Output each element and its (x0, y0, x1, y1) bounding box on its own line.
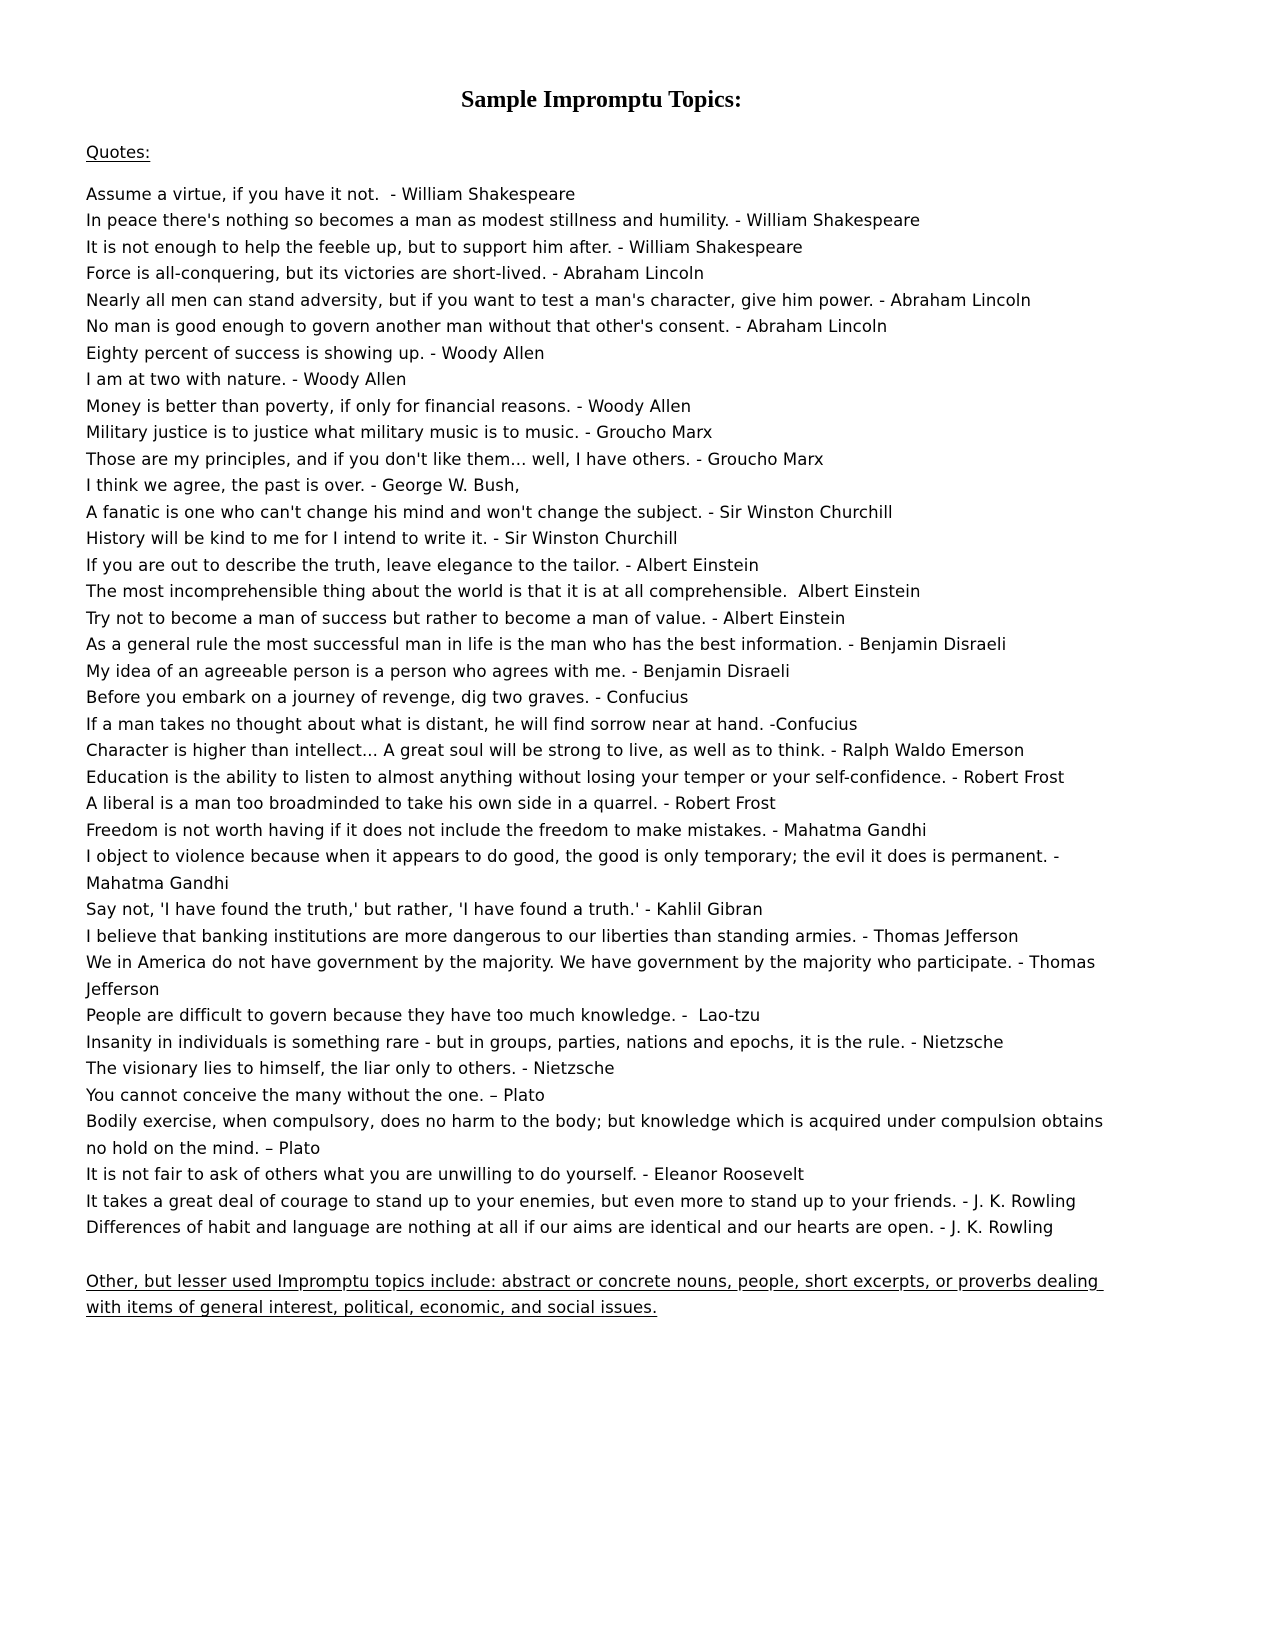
quote-line: A fanatic is one who can't change his mind and won't change the subject. - Sir Winston Churchill (86, 502, 893, 522)
quote-line: Assume a virtue, if you have it not. - William Shakespeare (86, 184, 576, 204)
quote-line: I believe that banking institutions are more dangerous to our liberties than standing armies. - Thomas Jefferson (86, 926, 1019, 946)
quote-line: Bodily exercise, when compulsory, does no harm to the body; but knowledge which is acquired under compulsion obtains no hold on the mind. – Plato (86, 1112, 1109, 1158)
quote-line: I am at two with nature. - Woody Allen (86, 370, 407, 389)
quote-line: Differences of habit and language are nothing at all if our aims are identical and our hearts are open. - J. K. Rowling (86, 1218, 1054, 1237)
quote-line: If a man takes no thought about what is distant, he will find sorrow near at hand. -Confucius (86, 714, 858, 734)
quote-line: Nearly all men can stand adversity, but if you want to test a man's character, give him power. - Abraham Lincoln (86, 290, 1032, 310)
quote-line: Those are my principles, and if you don't like them... well, I have others. - Groucho Marx (86, 449, 824, 469)
quote-line: I object to violence because when it appears to do good, the good is only temporary; the evil it does is permanent. - Mahatma Gandhi (86, 847, 1065, 893)
page-title: Sample Impromptu Topics: (461, 87, 742, 113)
quote-line: It is not enough to help the feeble up, but to support him after. - William Shakespeare (86, 237, 803, 257)
quote-line: Force is all-conquering, but its victories are short-lived. - Abraham Lincoln (86, 264, 705, 283)
quote-line: Character is higher than intellect... A great soul will be strong to live, as well as to think. - Ralph Waldo Emerson (86, 741, 1025, 760)
quote-line: Insanity in individuals is something rare - but in groups, parties, nations and epochs, it is the rule. - Nietzsche (86, 1032, 1004, 1052)
quote-line: If you are out to describe the truth, leave elegance to the tailor. - Albert Einstein (86, 555, 760, 575)
quotes-list (86, 182, 1117, 1242)
quote-line: In peace there's nothing so becomes a man as modest stillness and humility. - William Shakespeare (86, 211, 921, 230)
document-page (86, 0, 1117, 1322)
quotes-heading: Quotes: (86, 143, 151, 162)
quote-line: People are difficult to govern because they have too much knowledge. - Lao-tzu (86, 1006, 761, 1025)
quote-line: Money is better than poverty, if only for financial reasons. - Woody Allen (86, 396, 692, 416)
quote-line: Before you embark on a journey of revenge, dig two graves. - Confucius (86, 688, 689, 707)
quote-line: Education is the ability to listen to almost anything without losing your temper or your self-confidence. - Robert Frost (86, 767, 1065, 787)
quote-line: My idea of an agreeable person is a person who agrees with me. - Benjamin Disraeli (86, 661, 790, 681)
quote-line: Say not, 'I have found the truth,' but rather, 'I have found a truth.' - Kahlil Gibran (86, 900, 763, 919)
quote-line: Try not to become a man of success but rather to become a man of value. - Albert Einstein (86, 608, 846, 628)
quote-line: Military justice is to justice what military music is to music. - Groucho Marx (86, 423, 713, 442)
footer-note: Other, but lesser used Impromptu topics include: abstract or concrete nouns, people, short excerpts, or proverbs dealing with items of general interest, political, economic, and social issues. (86, 1271, 1104, 1317)
quote-line: The visionary lies to himself, the liar only to others. - Nietzsche (86, 1059, 615, 1078)
quote-line: History will be kind to me for I intend to write it. - Sir Winston Churchill (86, 529, 678, 548)
quote-line: As a general rule the most successful man in life is the man who has the best information. - Benjamin Disraeli (86, 635, 1007, 654)
quote-line: You cannot conceive the many without the one. – Plato (86, 1085, 545, 1105)
quote-line: I think we agree, the past is over. - George W. Bush, (86, 476, 520, 495)
quote-line: It takes a great deal of courage to stand up to your enemies, but even more to stand up to your friends. - J. K. Rowling (86, 1191, 1077, 1211)
quote-line: Freedom is not worth having if it does not include the freedom to make mistakes. - Mahatma Gandhi (86, 820, 927, 840)
quote-line: It is not fair to ask of others what you are unwilling to do yourself. - Eleanor Roosevelt (86, 1165, 805, 1184)
quote-line: No man is good enough to govern another man without that other's consent. - Abraham Lincoln (86, 317, 888, 336)
quote-line: We in America do not have government by the majority. We have government by the majority who participate. - Thomas Jefferson (86, 953, 1101, 999)
quote-line: Eighty percent of success is showing up. - Woody Allen (86, 343, 545, 363)
quote-line: The most incomprehensible thing about the world is that it is at all comprehensible. Albert Einstein (86, 582, 921, 601)
quote-line: A liberal is a man too broadminded to take his own side in a quarrel. - Robert Frost (86, 794, 776, 813)
